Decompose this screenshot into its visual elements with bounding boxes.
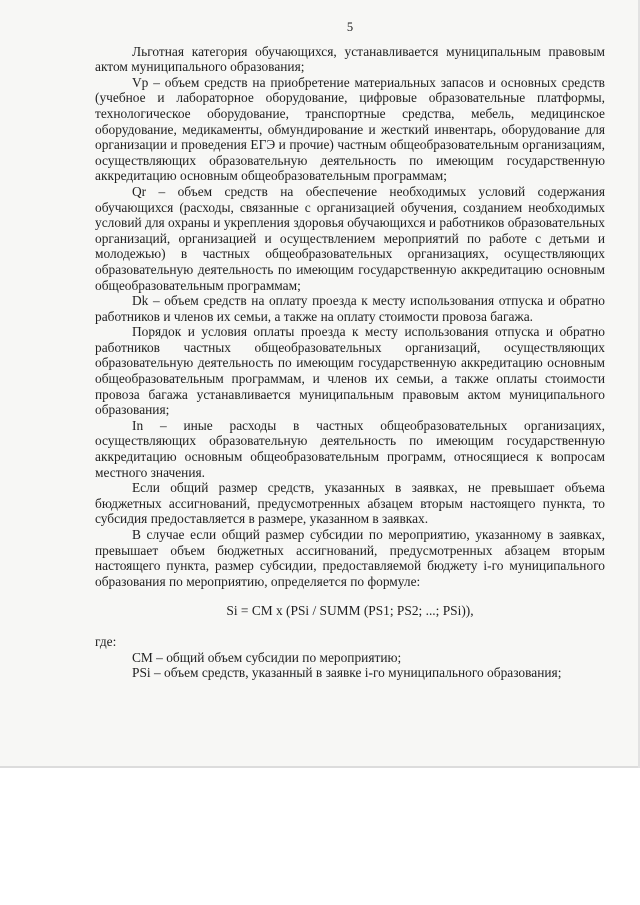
paragraph-subsidy-exceeds-budget: В случае если общий размер субсидии по мероприятию, указанному в заявках, превышает объем бюджетных ассигнований, предусмотренных абзацем вторым настоящего пункта, размер субсидии, предоставляемой бюджету i-го муниципального образования по мероприятию, определяется по формуле: [95, 527, 605, 589]
page-number: 5 [346, 20, 354, 34]
definition-cm: CM – общий объем субсидии по мероприятию; [132, 649, 402, 665]
subsidy-formula: Si = CM x (PSi / SUMM (PS1; PS2; ...; PSi)), [226, 603, 474, 619]
paragraph-subsidy-within-budget: Если общий размер средств, указанных в заявках, не превышает объема бюджетных ассигнований, предусмотренных абзацем вторым настоящего пункта, то субсидия предоставляется в размере, указанном в заявках. [95, 480, 605, 527]
paragraph-dk-definition: Dk – объем средств на оплату проезда к месту использования отпуска и обратно работников и членов их семьи, а также на оплату стоимости провоза багажа. [95, 293, 605, 324]
paragraph-vp-definition: Vp – объем средств на приобретение материальных запасов и основных средств (учебное и лабораторное оборудование, цифровые образовательные платформы, технологическое оборудование, транспортные средства, мебель, медицинское оборудование, медикаменты, обмундирование и жесткий инвентарь, оборудование для организации и проведения ЕГЭ и прочие) частным общеобразовательным организациям, осуществляющих образовательную деятельность по имеющим государственную аккредитацию основным общеобразовательным программам; [95, 74, 605, 184]
paragraph-travel-payment-procedure: Порядок и условия оплаты проезда к месту использования отпуска и обратно работников частных общеобразовательных организаций, осуществляющих образовательную деятельность по имеющим государственную аккредитацию основным общеобразовательным программам, и членов их семьи, а также оплаты стоимости провоза багажа устанавливается муниципальным правовым актом муниципального образования; [95, 324, 605, 418]
paragraph-preferential-category: Льготная категория обучающихся, устанавливается муниципальным правовым актом муниципального образования; [95, 43, 605, 75]
paragraph-qr-definition: Qr – объем средств на обеспечение необходимых условий содержания обучающихся (расходы, связанные с организацией обучения, созданием необходимых условий для охраны и укрепления здоровья обучающихся и работников образовательных организаций, организацией и осуществлением мероприятий по работе с детьми и молодежью) в частных общеобразовательных организациях, осуществляющих образовательную деятельность по имеющим государственную аккредитацию основным общеобразовательным программам; [95, 183, 605, 293]
document-body [95, 20, 605, 681]
blank-margin [0, 768, 640, 905]
where-label: где: [95, 633, 117, 649]
paragraph-in-definition: In – иные расходы в частных общеобразовательных организациях, осуществляющих образовательную деятельность по имеющим государственную аккредитацию основным общеобразовательным программ, относящиеся к вопросам местного значения. [95, 417, 605, 480]
definition-psi: PSi – объем средств, указанный в заявке i-го муниципального образования; [132, 665, 562, 681]
